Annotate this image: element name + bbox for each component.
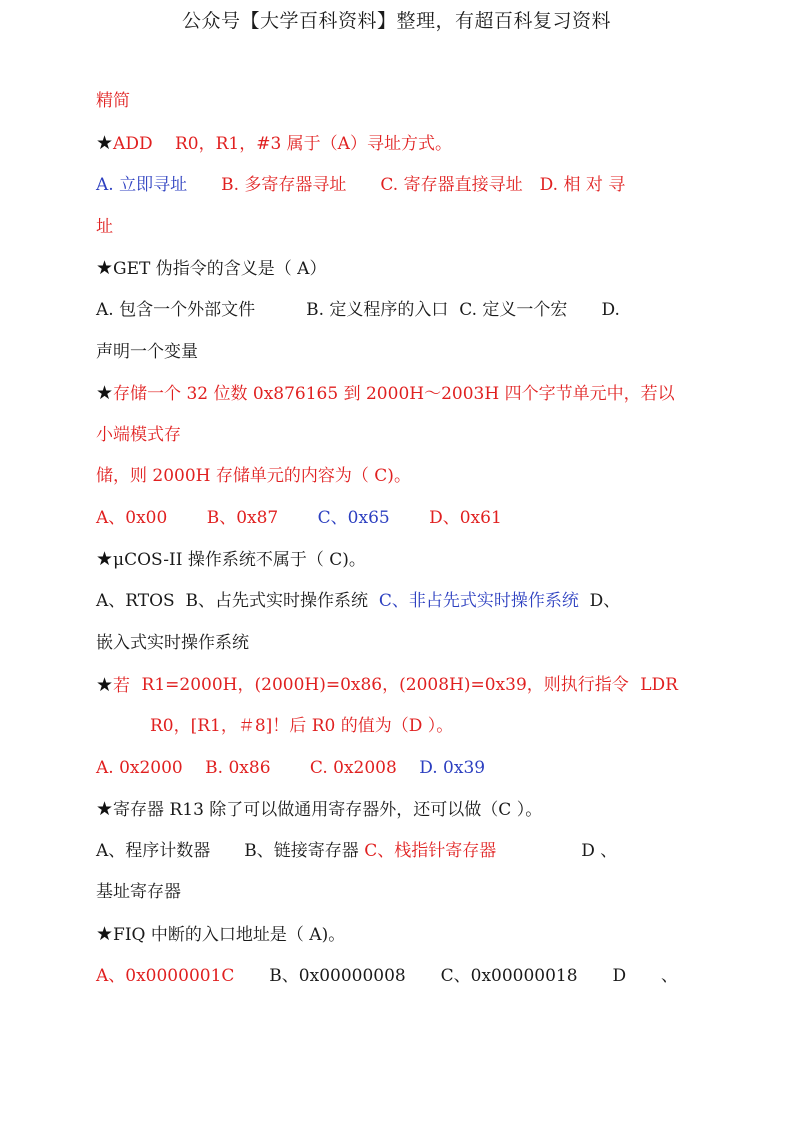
question-6-text: 寄存器 R13 除了可以做通用寄存器外，还可以做（C ）。 [113,800,543,820]
question-6-options [96,839,678,863]
option-b: B、0x87 [206,508,279,528]
option-a: A. 0x2000 [96,758,183,778]
option-c: C. 定义一个宏 [459,300,568,320]
option-a: A、RTOS [96,591,175,611]
star-icon: ★ [96,257,114,279]
option-d: D. [601,300,620,320]
option-d: D. 0x39 [419,758,486,778]
question-5-text-line2: R0，[R1，＃8]！后 R0 的值为（D ）。 [150,716,454,736]
option-c: C. 0x2008 [309,758,397,778]
option-b: B. 0x86 [205,758,271,778]
question-5-text-a: 若 [113,676,131,696]
page-header: 公众号【大学百科资料】整理，有超百科复习资料 [181,10,611,32]
option-d: D 、 [581,841,618,861]
option-d-continued: 址 [96,217,113,237]
option-c: C、0x65 [317,508,390,528]
question-7-options [96,964,678,988]
question-5-text-b: R1=2000H，(2000H)=0x86，(2008H)=0x39，则执行指令 [141,675,629,695]
option-c: C、非占先式实时操作系统 [378,591,579,611]
question-7-text: FIQ 中断的入口地址是（ A)。 [113,925,346,945]
question-4-text: μCOS-II 操作系统不属于（ C)。 [113,550,366,570]
option-d: D、0x61 [429,508,502,528]
question-3-text-line3: 储，则 2000H 存储单元的内容为（ C)。 [96,466,411,486]
option-b: B、链接寄存器 [244,841,359,861]
question-1-text: ADD R0，R1，#3 属于（A）寻址方式。 [113,134,452,154]
option-d: D. 相 对 寻 [539,175,626,195]
star-icon: ★ [96,132,114,154]
option-c: C、栈指针寄存器 [364,841,497,861]
star-icon: ★ [96,674,114,696]
option-c: C、0x00000018 [440,966,578,986]
option-d: D、 [589,591,621,611]
option-b: B. 多寄存器寻址 [221,175,347,195]
question-2-options [96,298,678,322]
option-d-tail: 、 [661,966,678,986]
option-d-continued: 声明一个变量 [96,342,198,362]
option-b: B、0x00000008 [269,966,406,986]
star-icon: ★ [96,548,114,570]
option-c: C. 寄存器直接寻址 [380,175,523,195]
question-1 [96,131,678,156]
question-1-options [96,173,678,197]
option-d-continued: 嵌入式实时操作系统 [96,633,249,653]
question-5-text-c: LDR [640,675,678,695]
question-4-options [96,589,678,613]
question-3-text-line2: 小端模式存 [96,425,181,445]
question-2 [96,256,678,281]
option-b: B. 定义程序的入口 [306,300,449,320]
question-4 [96,547,678,572]
question-6 [96,797,678,822]
option-a: A. 立即寻址 [96,175,188,195]
option-a: A、0x00 [96,508,168,528]
question-3-options [96,506,678,530]
option-a: A、0x0000001C [96,966,235,986]
star-icon: ★ [96,798,114,820]
question-3 [96,381,678,406]
option-b: B、占先式实时操作系统 [185,591,369,611]
option-a: A、程序计数器 [96,841,211,861]
question-2-text: GET 伪指令的含义是（ A） [113,259,327,279]
question-3-text-line1: 存储一个 32 位数 0x876165 到 2000H～2003H 四个字节单元中，若以 [113,384,675,404]
option-a: A. 包含一个外部文件 [96,300,256,320]
question-5 [96,673,678,698]
star-icon: ★ [96,923,114,945]
question-5-options [96,756,678,780]
star-icon: ★ [96,382,114,404]
section-title: 精简 [96,91,130,111]
option-d: D [612,966,627,986]
option-d-continued: 基址寄存器 [96,882,181,902]
question-7 [96,922,678,947]
